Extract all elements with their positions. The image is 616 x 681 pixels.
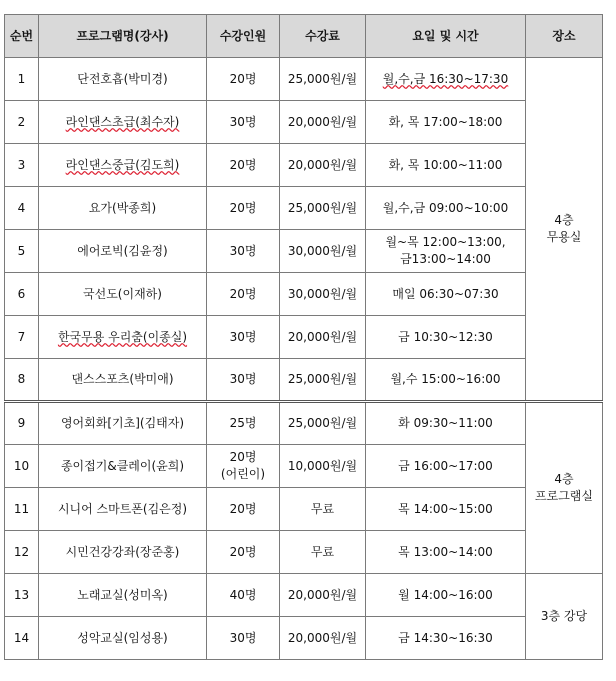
- location-floor: 4층: [554, 213, 574, 227]
- row-fee: 무료: [280, 488, 366, 531]
- table-row: [5, 488, 603, 531]
- program-name: 한국무용 우리춤(이종실): [57, 329, 188, 344]
- row-fee: 25,000원/월: [280, 359, 366, 402]
- row-num: 10: [5, 445, 39, 488]
- row-schedule: 금 10:30~12:30: [366, 316, 526, 359]
- program-name: 요가(박종희): [88, 200, 157, 215]
- row-schedule: 목 14:00~15:00: [366, 488, 526, 531]
- row-fee: 20,000원/월: [280, 574, 366, 617]
- row-schedule: 화 09:30~11:00: [366, 402, 526, 445]
- row-capacity: 30명: [207, 101, 280, 144]
- row-program: [39, 574, 207, 617]
- program-name: 라인댄스중급(김도희): [65, 157, 180, 172]
- row-capacity: 20명: [207, 273, 280, 316]
- row-program: [39, 531, 207, 574]
- row-fee: 20,000원/월: [280, 617, 366, 660]
- row-schedule: 매일 06:30~07:30: [366, 273, 526, 316]
- row-fee: 20,000원/월: [280, 316, 366, 359]
- row-capacity: 40명: [207, 574, 280, 617]
- row-program: [39, 488, 207, 531]
- row-program: [39, 230, 207, 273]
- row-capacity: 25명: [207, 402, 280, 445]
- schedule-text: 월,수,금 16:30~17:30: [382, 71, 509, 86]
- row-program: [39, 58, 207, 101]
- header-num: 순번: [5, 15, 39, 58]
- row-capacity: 20명: [207, 488, 280, 531]
- row-program: [39, 359, 207, 402]
- row-num: 3: [5, 144, 39, 187]
- row-schedule: [366, 230, 526, 273]
- row-num: 5: [5, 230, 39, 273]
- program-name: 단전호흡(박미경): [77, 71, 168, 86]
- row-schedule: 월,수,금 09:00~10:00: [366, 187, 526, 230]
- row-capacity: 30명: [207, 230, 280, 273]
- row-schedule: 금 16:00~17:00: [366, 445, 526, 488]
- table-row: [5, 359, 603, 402]
- program-name: 노래교실(성미옥): [77, 587, 168, 602]
- row-capacity: 20명: [207, 58, 280, 101]
- row-capacity: 30명: [207, 359, 280, 402]
- class-schedule-table: [4, 14, 603, 660]
- capacity-line-2: (어린이): [220, 467, 266, 481]
- row-num: 2: [5, 101, 39, 144]
- row-program: [39, 101, 207, 144]
- location-program-room: [526, 402, 603, 574]
- row-capacity: 30명: [207, 316, 280, 359]
- row-num: 9: [5, 402, 39, 445]
- row-fee: 10,000원/월: [280, 445, 366, 488]
- header-schedule: 요일 및 시간: [366, 15, 526, 58]
- program-name: 에어로빅(김윤정): [77, 243, 168, 258]
- row-schedule: 화, 목 17:00~18:00: [366, 101, 526, 144]
- table-row: [5, 402, 603, 445]
- capacity-line-1: 20명: [229, 450, 257, 464]
- location-dance-room: [526, 58, 603, 402]
- program-name: 종이접기&클레이(윤희): [60, 458, 185, 473]
- row-schedule: 월,수 15:00~16:00: [366, 359, 526, 402]
- row-fee: 25,000원/월: [280, 402, 366, 445]
- row-schedule: 월 14:00~16:00: [366, 574, 526, 617]
- row-program: [39, 187, 207, 230]
- header-location: 장소: [526, 15, 603, 58]
- row-schedule: 금 14:30~16:30: [366, 617, 526, 660]
- row-program: [39, 316, 207, 359]
- program-name: 시민건강강좌(장준홍): [65, 544, 180, 559]
- row-num: 11: [5, 488, 39, 531]
- row-program: [39, 273, 207, 316]
- row-program: [39, 617, 207, 660]
- table-row: [5, 58, 603, 101]
- table-row: [5, 273, 603, 316]
- location-auditorium: 3층 강당: [526, 574, 603, 660]
- program-name: 성악교실(임성용): [77, 630, 168, 645]
- row-schedule: 목 13:00~14:00: [366, 531, 526, 574]
- table-row: [5, 144, 603, 187]
- table-row: [5, 101, 603, 144]
- header-capacity: 수강인원: [207, 15, 280, 58]
- header-row: [5, 15, 603, 58]
- table-row: [5, 617, 603, 660]
- row-schedule: [366, 58, 526, 101]
- program-name: 영어회화[기초](김태자): [60, 416, 185, 430]
- row-fee: 30,000원/월: [280, 230, 366, 273]
- location-floor: 4층: [554, 472, 574, 486]
- row-fee: 20,000원/월: [280, 101, 366, 144]
- program-name: 국선도(이재하): [83, 286, 162, 301]
- row-capacity: 20명: [207, 187, 280, 230]
- program-name: 라인댄스초급(최수자): [65, 114, 180, 129]
- row-program: [39, 445, 207, 488]
- row-capacity: 20명: [207, 144, 280, 187]
- row-num: 4: [5, 187, 39, 230]
- row-num: 6: [5, 273, 39, 316]
- row-capacity: 30명: [207, 617, 280, 660]
- row-capacity: [207, 445, 280, 488]
- row-fee: 25,000원/월: [280, 187, 366, 230]
- header-program: 프로그램명(강사): [39, 15, 207, 58]
- row-num: 13: [5, 574, 39, 617]
- location-room: 무용실: [546, 230, 582, 244]
- table-row: [5, 445, 603, 488]
- header-fee: 수강료: [280, 15, 366, 58]
- table-row: [5, 230, 603, 273]
- row-schedule: 화, 목 10:00~11:00: [366, 144, 526, 187]
- schedule-line-1: 월~목 12:00~13:00,: [385, 235, 506, 249]
- table-row: [5, 316, 603, 359]
- table-row: [5, 531, 603, 574]
- row-num: 8: [5, 359, 39, 402]
- row-fee: 25,000원/월: [280, 58, 366, 101]
- row-num: 12: [5, 531, 39, 574]
- row-fee: 20,000원/월: [280, 144, 366, 187]
- location-room: 프로그램실: [535, 489, 593, 503]
- row-program: [39, 402, 207, 445]
- table-row: [5, 187, 603, 230]
- row-fee: 30,000원/월: [280, 273, 366, 316]
- row-capacity: 20명: [207, 531, 280, 574]
- row-program: [39, 144, 207, 187]
- row-num: 14: [5, 617, 39, 660]
- row-fee: 무료: [280, 531, 366, 574]
- program-name: 댄스스포츠(박미애): [71, 372, 174, 386]
- row-num: 1: [5, 58, 39, 101]
- row-num: 7: [5, 316, 39, 359]
- table-row: [5, 574, 603, 617]
- schedule-line-2: 금13:00~14:00: [400, 252, 491, 266]
- program-name: 시니어 스마트폰(김은정): [57, 501, 188, 516]
